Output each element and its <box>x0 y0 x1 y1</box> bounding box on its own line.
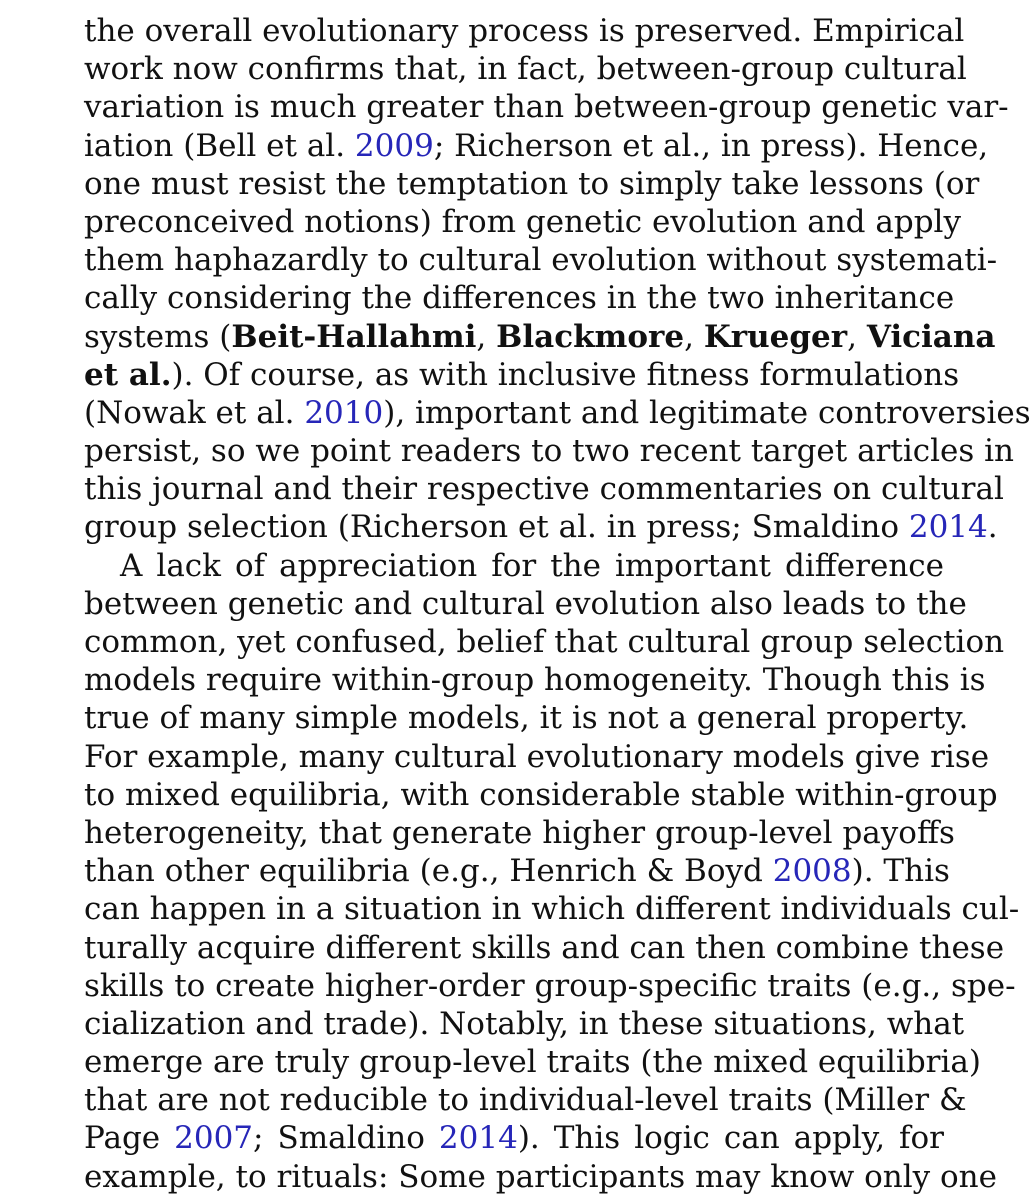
text-span: can happen in a situation in which different individuals cul- <box>84 891 1020 928</box>
text-span: emerge are truly group-level traits (the mixed equilibria) <box>84 1044 981 1081</box>
text-span: systems ( <box>84 318 232 355</box>
text-span: that are not reducible to individual-level traits (Miller & <box>84 1082 967 1119</box>
text-line <box>84 356 960 394</box>
text-line <box>84 165 980 203</box>
text-line <box>84 776 998 814</box>
text-line <box>84 1081 967 1119</box>
text-line <box>84 508 998 546</box>
text-span: cally considering the differences in the two inheritance <box>84 280 955 317</box>
text-line <box>84 88 1009 126</box>
text-span: group selection (Richerson et al. in press; Smaldino <box>84 509 909 546</box>
text-span: ; Richerson et al., in press). Hence, <box>433 127 989 164</box>
text-span: models require within-group homogeneity. Though this is <box>84 662 986 699</box>
text-line <box>84 318 996 356</box>
text-span: persist, so we point readers to two recent target articles in <box>84 433 1015 470</box>
text-line <box>84 814 955 852</box>
text-span: between genetic and cultural evolution also leads to the <box>84 585 967 622</box>
text-span: true of many simple models, it is not a general property. <box>84 700 969 737</box>
text-line <box>84 661 986 699</box>
text-line <box>84 1005 965 1043</box>
paragraph-first-line <box>84 547 944 585</box>
text-span: Page <box>84 1120 175 1157</box>
text-span: , <box>684 318 704 355</box>
text-span: them haphazardly to cultural evolution without systemati- <box>84 242 998 279</box>
text-span: ), important and legitimate controversies <box>383 394 1031 431</box>
text-line <box>84 470 1004 508</box>
text-span: turally acquire different skills and can then combine these <box>84 929 1005 966</box>
text-line <box>84 890 1020 928</box>
text-span: A lack of appreciation for the important difference <box>120 547 944 584</box>
text-line <box>84 699 969 737</box>
text-span: ; Smaldino <box>253 1120 439 1157</box>
text-span: ). Of course, as with inclusive fitness formulations <box>171 356 960 393</box>
text-span: common, yet confused, belief that cultural group selection <box>84 624 1005 660</box>
citation-year-link[interactable]: 2007 <box>174 1120 254 1157</box>
citation-year-link[interactable]: 2009 <box>354 127 434 164</box>
text-span: than other equilibria (e.g., Henrich & Boyd <box>84 853 773 890</box>
text-span: iation (Bell et al. <box>84 127 355 164</box>
text-span: to mixed equilibria, with considerable stable within-group <box>84 776 998 813</box>
text-span: work now confirms that, in fact, between-group cultural <box>84 51 967 88</box>
commentator-name: et al. <box>84 356 172 393</box>
text-line <box>84 1043 981 1081</box>
text-span: ). This logic can apply, for <box>517 1120 944 1157</box>
text-line <box>84 623 1005 661</box>
body-text <box>84 12 1031 1196</box>
text-span: variation is much greater than between-group genetic var- <box>84 89 1009 126</box>
commentator-name: Blackmore <box>496 318 685 355</box>
text-line <box>84 967 1016 1005</box>
citation-year-link[interactable]: 2008 <box>772 853 852 890</box>
text-line <box>84 852 950 890</box>
text-line <box>84 1119 944 1157</box>
text-span: ). This <box>851 853 950 890</box>
text-line <box>84 127 989 165</box>
citation-year-link[interactable]: 2010 <box>304 394 384 431</box>
text-span: skills to create higher-order group-specific traits (e.g., spe- <box>84 967 1016 1004</box>
text-line <box>84 585 967 623</box>
text-span: For example, many cultural evolutionary models give rise <box>84 738 990 775</box>
text-span: , <box>476 318 497 355</box>
commentator-name: Viciana <box>866 318 996 355</box>
text-span: example, to rituals: Some participants may know only one <box>84 1158 997 1195</box>
text-line <box>84 738 990 776</box>
citation-year-link[interactable]: 2014 <box>438 1120 518 1157</box>
text-span: heterogeneity, that generate higher group-level payoffs <box>84 814 955 851</box>
commentator-name: Beit-Hallahmi <box>231 318 477 355</box>
text-line <box>84 394 1031 432</box>
text-line <box>84 241 998 279</box>
text-span: , <box>847 318 867 355</box>
text-span: cialization and trade). Notably, in these situations, what <box>84 1005 965 1042</box>
citation-year-link[interactable]: 2014 <box>908 509 988 546</box>
text-span: preconceived notions) from genetic evolution and apply <box>84 203 961 240</box>
text-line <box>84 432 1015 470</box>
text-span: this journal and their respective commentaries on cultural <box>84 471 1004 508</box>
text-line <box>84 929 1005 967</box>
text-line <box>84 12 965 50</box>
text-span: one must resist the temptation to simply take lessons (or <box>84 165 980 202</box>
commentator-name: Krueger <box>703 318 848 355</box>
text-line <box>84 50 967 88</box>
text-line <box>84 279 955 317</box>
text-span: the overall evolutionary process is preserved. Empirical <box>84 13 965 49</box>
text-line <box>84 1158 997 1196</box>
text-span: . <box>987 509 998 546</box>
text-span: (Nowak et al. <box>84 394 305 431</box>
text-line <box>84 203 961 241</box>
